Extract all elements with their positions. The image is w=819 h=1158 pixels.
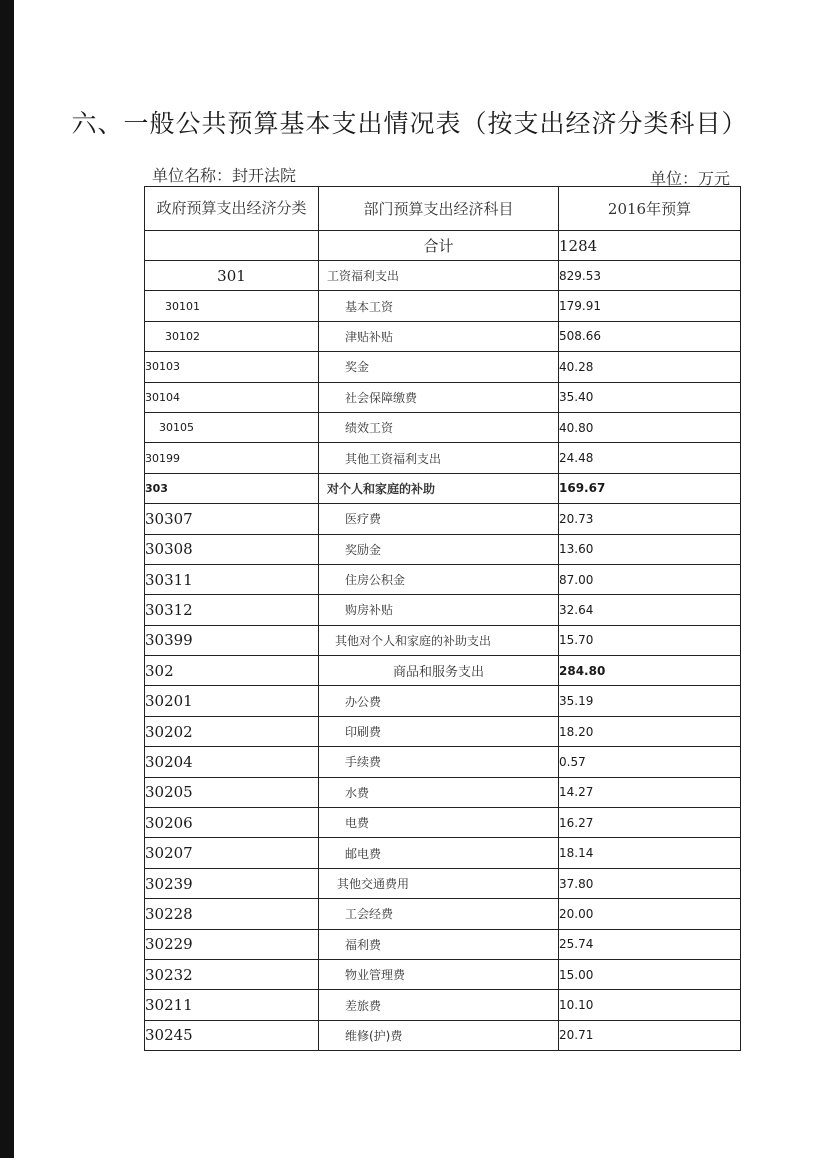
row-name: 电费 (319, 808, 559, 838)
total-row (145, 231, 741, 261)
table-row (145, 534, 741, 564)
row-value: 24.48 (559, 443, 741, 473)
scan-edge (0, 0, 14, 1158)
row-code: 30239 (145, 868, 319, 898)
row-name: 社会保障缴费 (319, 382, 559, 412)
unit-label: 单位：万元 (650, 169, 731, 188)
table-row (145, 625, 741, 655)
row-value: 20.71 (559, 1020, 741, 1050)
row-code: 301 (145, 261, 319, 291)
total-value: 1284 (559, 231, 741, 261)
total-label: 合计 (319, 231, 559, 261)
table-row (145, 716, 741, 746)
table-row (145, 686, 741, 716)
row-value: 14.27 (559, 777, 741, 807)
table-row (145, 808, 741, 838)
header-dept-subject: 部门预算支出经济科目 (319, 187, 559, 231)
row-name: 手续费 (319, 747, 559, 777)
row-code: 30104 (145, 382, 319, 412)
row-code: 30399 (145, 625, 319, 655)
table-row (145, 747, 741, 777)
page-title: 六、一般公共预算基本支出情况表（按支出经济分类科目） (71, 109, 748, 138)
row-name: 其他交通费用 (319, 868, 559, 898)
row-value: 32.64 (559, 595, 741, 625)
header-budget-2016: 2016年预算 (559, 187, 741, 231)
row-value: 15.70 (559, 625, 741, 655)
row-value: 179.91 (559, 291, 741, 321)
table-row (145, 656, 741, 686)
table-row (145, 777, 741, 807)
row-code: 30229 (145, 929, 319, 959)
row-name: 工资福利支出 (319, 261, 559, 291)
row-value: 20.73 (559, 504, 741, 534)
row-name: 工会经费 (319, 899, 559, 929)
row-name: 邮电费 (319, 838, 559, 868)
row-code: 302 (145, 656, 319, 686)
row-code: 30232 (145, 959, 319, 989)
table-row (145, 412, 741, 442)
row-name: 其他工资福利支出 (319, 443, 559, 473)
table-row (145, 473, 741, 503)
table-row (145, 564, 741, 594)
table-row (145, 261, 741, 291)
table-row (145, 321, 741, 351)
row-value: 25.74 (559, 929, 741, 959)
row-code: 30204 (145, 747, 319, 777)
row-name: 基本工资 (319, 291, 559, 321)
row-value: 37.80 (559, 868, 741, 898)
table-row (145, 990, 741, 1020)
table-row (145, 291, 741, 321)
row-value: 0.57 (559, 747, 741, 777)
row-code: 303 (145, 473, 319, 503)
row-name: 福利费 (319, 929, 559, 959)
row-name: 差旅费 (319, 990, 559, 1020)
row-code: 30312 (145, 595, 319, 625)
table-row (145, 959, 741, 989)
row-name: 维修(护)费 (319, 1020, 559, 1050)
row-value: 18.14 (559, 838, 741, 868)
row-code: 30245 (145, 1020, 319, 1050)
row-code: 30307 (145, 504, 319, 534)
table-row (145, 1020, 741, 1050)
row-code: 30101 (145, 291, 319, 321)
row-value: 15.00 (559, 959, 741, 989)
row-name: 印刷费 (319, 716, 559, 746)
row-name: 奖金 (319, 352, 559, 382)
total-code-cell (145, 231, 319, 261)
row-code: 30202 (145, 716, 319, 746)
row-code: 30105 (145, 412, 319, 442)
row-code: 30311 (145, 564, 319, 594)
row-value: 18.20 (559, 716, 741, 746)
row-value: 40.80 (559, 412, 741, 442)
row-name: 奖励金 (319, 534, 559, 564)
table-row (145, 929, 741, 959)
table-row (145, 595, 741, 625)
row-value: 13.60 (559, 534, 741, 564)
row-name: 住房公积金 (319, 564, 559, 594)
row-name: 绩效工资 (319, 412, 559, 442)
row-code: 30228 (145, 899, 319, 929)
row-value: 829.53 (559, 261, 741, 291)
row-value: 40.28 (559, 352, 741, 382)
row-name: 物业管理费 (319, 959, 559, 989)
row-value: 35.40 (559, 382, 741, 412)
row-name: 其他对个人和家庭的补助支出 (319, 625, 559, 655)
row-value: 16.27 (559, 808, 741, 838)
row-value: 284.80 (559, 656, 741, 686)
header-econ-class: 政府预算支出经济分类 (145, 187, 319, 231)
row-name: 医疗费 (319, 504, 559, 534)
row-value: 20.00 (559, 899, 741, 929)
row-value: 87.00 (559, 564, 741, 594)
row-code: 30308 (145, 534, 319, 564)
table-row (145, 899, 741, 929)
row-value: 35.19 (559, 686, 741, 716)
row-name: 办公费 (319, 686, 559, 716)
unit-name-label: 单位名称：封开法院 (152, 166, 297, 185)
row-name: 水费 (319, 777, 559, 807)
table-row (145, 838, 741, 868)
row-value: 169.67 (559, 473, 741, 503)
table-row (145, 382, 741, 412)
row-code: 30206 (145, 808, 319, 838)
table-header-row (145, 187, 741, 231)
row-value: 10.10 (559, 990, 741, 1020)
row-name: 津贴补贴 (319, 321, 559, 351)
row-name: 购房补贴 (319, 595, 559, 625)
row-code: 30207 (145, 838, 319, 868)
table-row (145, 504, 741, 534)
row-code: 30211 (145, 990, 319, 1020)
table-row (145, 352, 741, 382)
row-code: 30103 (145, 352, 319, 382)
table-row (145, 868, 741, 898)
row-code: 30205 (145, 777, 319, 807)
budget-table (144, 186, 741, 1051)
row-name: 商品和服务支出 (319, 656, 559, 686)
row-code: 30199 (145, 443, 319, 473)
row-code: 30102 (145, 321, 319, 351)
row-name: 对个人和家庭的补助 (319, 473, 559, 503)
row-code: 30201 (145, 686, 319, 716)
row-value: 508.66 (559, 321, 741, 351)
table-row (145, 443, 741, 473)
